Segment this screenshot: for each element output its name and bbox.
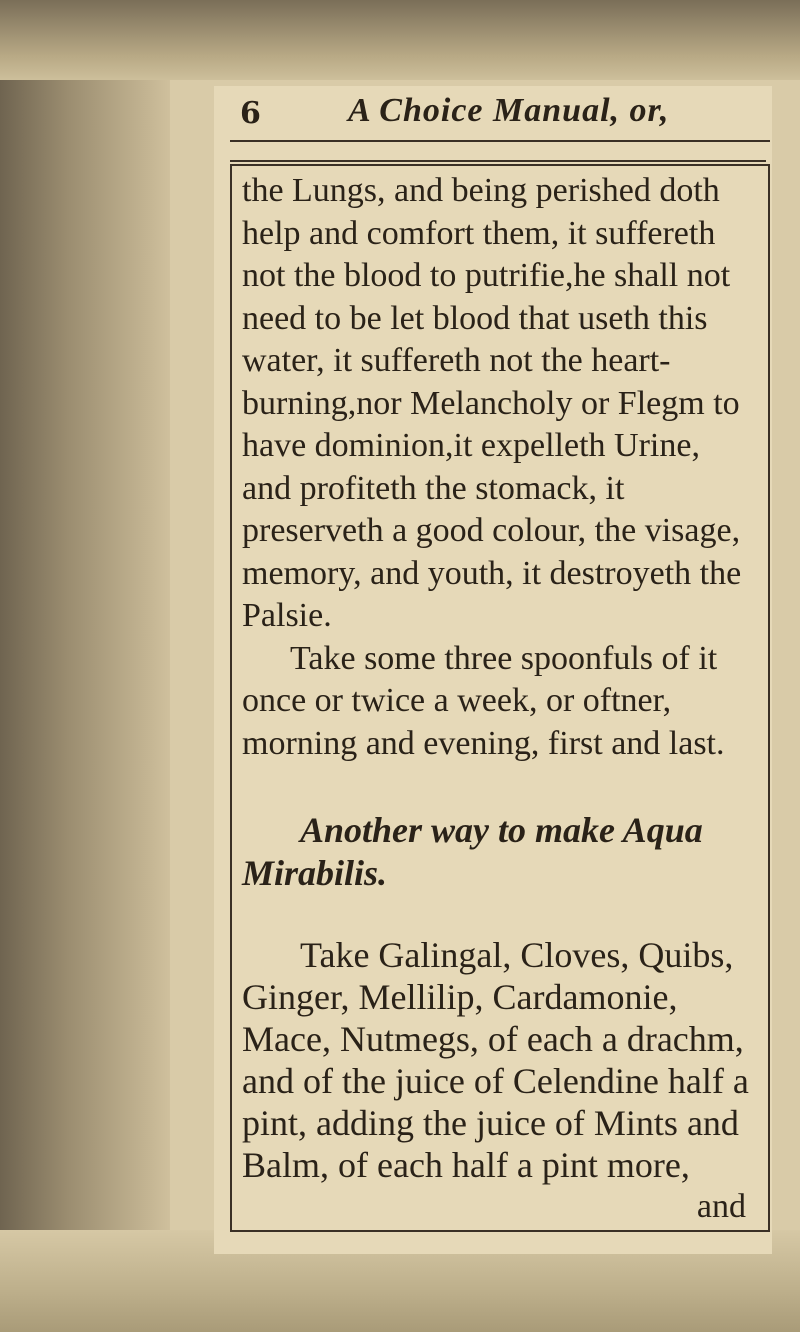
book-page xyxy=(214,86,772,1254)
section-heading: Another way to make Aqua Mirabilis. xyxy=(242,810,703,893)
catchword: and xyxy=(696,1188,746,1225)
adjacent-page-edge xyxy=(780,250,800,1150)
book-gutter xyxy=(0,0,170,1332)
text-block xyxy=(242,170,752,1229)
running-head: A Choice Manual, or, xyxy=(348,92,670,129)
paragraph-1: the Lungs, and being perished doth help and comfort them, it suffereth not the blood to putrifie,he shall not need to be let blood that useth this water, it suffereth not the heart-burning,nor Melancholy or Flegm to have dominion,it expelleth Urine, and profiteth the stomack, it preserveth a good colour, the visage, memory, and youth, it destroyeth the Palsie. xyxy=(242,172,742,634)
header-rule-top xyxy=(230,140,770,142)
paragraph-3: Take Galingal, Cloves, Quibs, Ginger, Mellilip, Cardamonie, Mace, Nutmegs, of each a drachm, and of the juice of Celendine half a pint, adding the juice of Mints and Balm, of each half a pint more, xyxy=(242,935,749,1185)
page-number: 6 xyxy=(240,96,261,131)
paragraph-2: Take some three spoonfuls of it once or twice a week, or oftner, morning and evening, first and last. xyxy=(242,639,725,762)
header-rule xyxy=(230,160,766,162)
page-top-shadow xyxy=(0,0,800,80)
